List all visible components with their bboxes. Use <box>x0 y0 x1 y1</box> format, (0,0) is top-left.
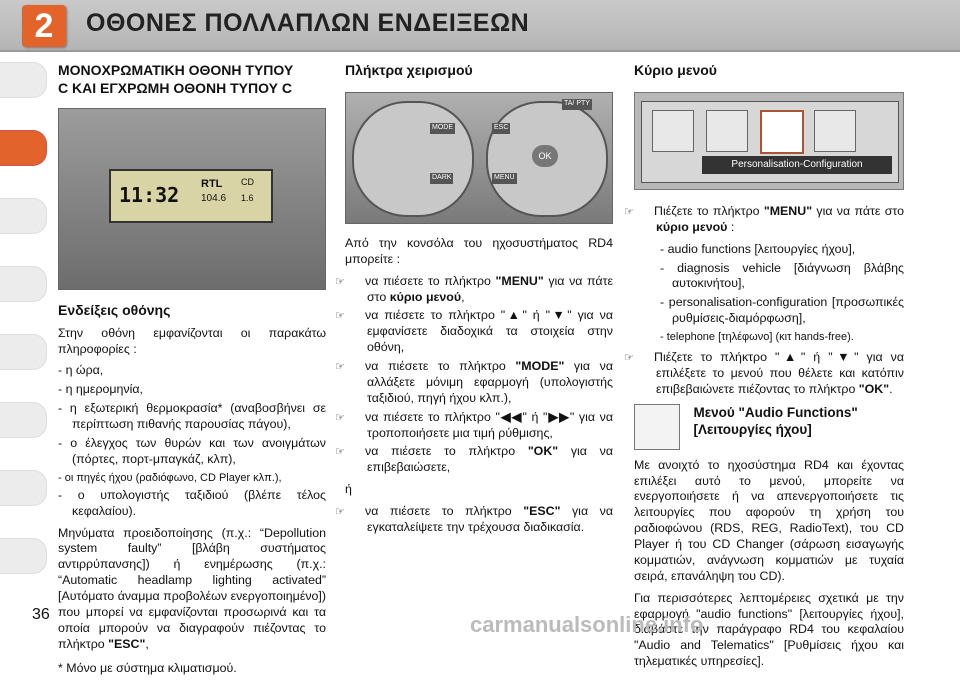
screen-frequency: 104.6 <box>201 192 227 204</box>
pointer-icon: ☞ <box>335 275 345 288</box>
list-item: ☞ να πιέσετε το πλήκτρο "ESC" για να εγκαταλείψετε την τρέχουσα διαδικασία. <box>335 504 614 534</box>
personalisation-icon <box>760 110 804 154</box>
intro-text: Στην οθόνη εμφανίζονται οι παρακάτω πληροφορίες : <box>58 325 326 356</box>
screen-station: RTL <box>201 177 223 190</box>
heading-line: C ΚΑΙ ΕΓΧΡΩΜΗ ΟΘΟΝΗ ΤΥΠΟΥ C <box>58 79 292 96</box>
list-item: - η εξωτερική θερμοκρασία* (αναβοσβήνει σε περίπτωση πιθανής παρουσίας πάγου), <box>58 401 326 432</box>
menu-list-2 <box>624 350 905 398</box>
audio-paragraph-1: Με ανοιχτό το ηχοσύστημα RD4 και έχοντας επιλέξει αυτό το μενού, μπορείτε να ενεργοποιήσετε ή να απενεργοποιήσετε τις λειτουργίες που αφορούν τη χρήση του ραδιοφώνου (RDS, REG, RadioText), του CD Player ή του CD Changer (σάρωση εισαγωγής κομματιών, ανάγνωση κομματιών με τυχαία σειρά, επανάληψη του CD). <box>634 457 904 583</box>
key-label: "OK" <box>858 381 890 396</box>
left-control-ring <box>352 101 474 217</box>
paragraph-end: , <box>145 636 149 651</box>
list-item: - η ημερομηνία, <box>58 382 143 397</box>
list-item: ☞ να πιέσετε το πλήκτρο "MODE" για να αλλάξετε μόνιμη εφαρμογή (υπολογιστής ταξιδιού, πηγή ήχου κλπ.), <box>335 359 613 405</box>
down-arrow-icon: ▼ <box>832 350 855 365</box>
list-item: ☞ Πιέζετε το πλήκτρο "MENU" για να πάτε στο κύριο μενού : <box>624 203 905 234</box>
audio-title: Μενού "Audio Functions" [Λειτουργίες ήχου] <box>693 404 858 438</box>
footnote: * Μόνο με σύστημα κλιματισμού. <box>58 660 237 675</box>
key-label: "OK" <box>527 444 559 459</box>
list-item: ☞ να πιέσετε το πλήκτρο "OK" για να επιβεβαιώσετε, <box>335 444 614 475</box>
chapter-tab[interactable] <box>0 538 47 574</box>
telephone-icon <box>814 110 856 152</box>
page-number: 36 <box>32 606 50 623</box>
chapter-tab[interactable] <box>0 402 47 438</box>
messages-paragraph <box>58 526 326 653</box>
list-item: ☞ να πιέσετε το πλήκτρο "◀◀" ή "▶▶" για να τροποποιήσετε μια τιμή ρύθμισης, <box>335 409 614 440</box>
list-item: - ο έλεγχος των θυρών και των ανοιγμάτων (πόρτες, πορτ-μπαγκάζ, κλπ), <box>58 435 326 466</box>
heading-line: ΜΟΝΟΧΡΩΜΑΤΙΚΗ ΟΘΟΝΗ ΤΥΠΟΥ <box>58 62 294 78</box>
chapter-tab[interactable] <box>0 470 47 506</box>
key-label: "MENU" <box>495 273 544 288</box>
list-item: ☞ Πιέζετε το πλήκτρο "▲" ή "▼" για να επιλέξετε το μενού που θέλετε και κατόπιν επιβεβαιώνετε πιέζοντας το πλήκτρο "OK". <box>624 350 905 396</box>
ok-button[interactable]: OK <box>532 145 558 167</box>
header-bar <box>0 0 960 52</box>
list-item: ☞ να πιέσετε το πλήκτρο "MENU" για να πάτε στο κύριο μενού, <box>335 273 613 304</box>
key-label: "MENU" <box>763 203 813 218</box>
chapter-tab[interactable] <box>0 334 47 370</box>
pointer-icon: ☞ <box>335 446 345 459</box>
menu-list <box>624 203 905 236</box>
pointer-icon: ☞ <box>335 506 345 519</box>
audio-functions-heading <box>634 404 904 450</box>
multifunction-screen <box>109 169 273 223</box>
pointer-icon: ☞ <box>624 205 634 218</box>
screen-temp: 1.6 <box>241 192 254 203</box>
down-arrow-icon: ▼ <box>550 308 568 323</box>
mode-button[interactable]: MODE <box>430 123 455 134</box>
screen-time: 11:32 <box>119 182 180 207</box>
menu-panel <box>641 101 899 183</box>
section-heading <box>58 62 326 98</box>
submenu-item: - telephone [τηλέφωνο] (κιτ hands-free). <box>660 331 854 344</box>
chapter-tab[interactable] <box>0 62 47 98</box>
list-item: - η ώρα, <box>58 363 104 378</box>
section-heading: Πλήκτρα χειρισμού <box>345 62 473 78</box>
up-arrow-icon: ▲ <box>505 308 523 323</box>
submenu-item: - diagnosis vehicle [διάγνωση βλάβης αυτοκινήτου], <box>660 260 904 291</box>
or-text: ή <box>345 482 352 497</box>
audio-functions-icon <box>652 110 694 152</box>
pointer-icon: ☞ <box>335 361 345 374</box>
controls-photo <box>345 92 613 224</box>
fast-forward-icon: ▶▶ <box>547 409 570 424</box>
intro-text: Από την κονσόλα του ηχοσυστήματος RD4 μπορείτε : <box>345 235 613 266</box>
chapter-number: 2 <box>22 5 66 47</box>
paragraph-text: Μηνύματα προειδοποίησης (π.χ.: “Depollution system faulty” [βλάβη συστήματος αντιρρύπανσης]) ή ενημέρωσης (π.χ.: “Automatic headlamp lighting activated” [Αυτόματο άναμμα προβολέων ενεργοποιημένο]) που μπορεί να εμφανίζονται προσωρινά και τα οποία μπορούν να διαγραφούν πιέζοντας το πλήκτρο <box>58 525 326 651</box>
page-title: ΟΘΟΝΕΣ ΠΟΛΛΑΠΛΩΝ ΕΝΔΕΙΞΕΩΝ <box>86 9 530 37</box>
ta-pty-button[interactable]: TA/ PTY <box>562 99 592 110</box>
info-list <box>58 363 326 519</box>
column-display <box>58 62 326 682</box>
up-arrow-icon: ▲ <box>779 350 801 365</box>
key-label: "ESC" <box>523 504 561 519</box>
main-menu-screen <box>634 92 904 190</box>
watermark: carmanualsonline.info <box>470 612 704 637</box>
chapter-tabs <box>0 52 50 640</box>
menu-label: Personalisation-Configuration <box>702 156 892 174</box>
key-label: κύριο μενού <box>389 289 462 304</box>
chapter-tab-active[interactable] <box>0 130 47 166</box>
list-item: - ο υπολογιστής ταξιδιού (βλέπε τέλος κεφαλαίου). <box>58 487 326 518</box>
display-photo <box>58 108 326 290</box>
chapter-tab[interactable] <box>0 198 47 234</box>
submenu-list <box>652 242 904 344</box>
pointer-icon: ☞ <box>335 310 345 323</box>
key-label: "MODE" <box>515 359 565 374</box>
submenu-item: - audio functions [λειτουργίες ήχου], <box>660 241 856 256</box>
section-title: Ενδείξεις οθόνης <box>58 301 171 318</box>
controls-list-last <box>335 504 614 536</box>
list-item: - οι πηγές ήχου (ραδιόφωνο, CD Player κλπ.), <box>58 471 282 484</box>
section-heading: Κύριο μενού <box>634 62 717 78</box>
rewind-icon: ◀◀ <box>499 409 523 424</box>
controls-list <box>335 273 614 477</box>
esc-button[interactable]: ESC <box>492 123 510 134</box>
column-controls <box>335 62 614 542</box>
column-main-menu <box>624 62 905 676</box>
key-label: "ESC" <box>108 636 146 651</box>
list-item: ☞ να πιέσετε το πλήκτρο "▲" ή "▼" για να εμφανίσετε διαδοχικά τα στοιχεία στην οθόνη, <box>335 308 613 355</box>
pointer-icon: ☞ <box>624 352 634 365</box>
audio-paragraph-2: Για περισσότερες λεπτομέρειες σχετικά με την εφαρμογή "audio functions" [λειτουργίες ήχου], διαβάστε την παράγραφο RD4 του κεφαλαίου "Audio and Telematics" [Ρυθμίσεις ήχου και τηλεματικές υπηρεσίες]. <box>634 590 904 669</box>
dark-button[interactable]: DARK <box>430 173 453 184</box>
chapter-tab[interactable] <box>0 266 47 302</box>
screen-cd: CD <box>241 176 254 187</box>
diagnosis-wrench-icon <box>706 110 748 152</box>
key-label: κύριο μενού <box>656 219 728 234</box>
audio-functions-icon <box>634 404 680 450</box>
menu-button[interactable]: MENU <box>492 173 517 184</box>
submenu-item: - personalisation-configuration [προσωπικές ρυθμίσεις-διαμόρφωση], <box>660 295 904 326</box>
pointer-icon: ☞ <box>335 411 345 424</box>
